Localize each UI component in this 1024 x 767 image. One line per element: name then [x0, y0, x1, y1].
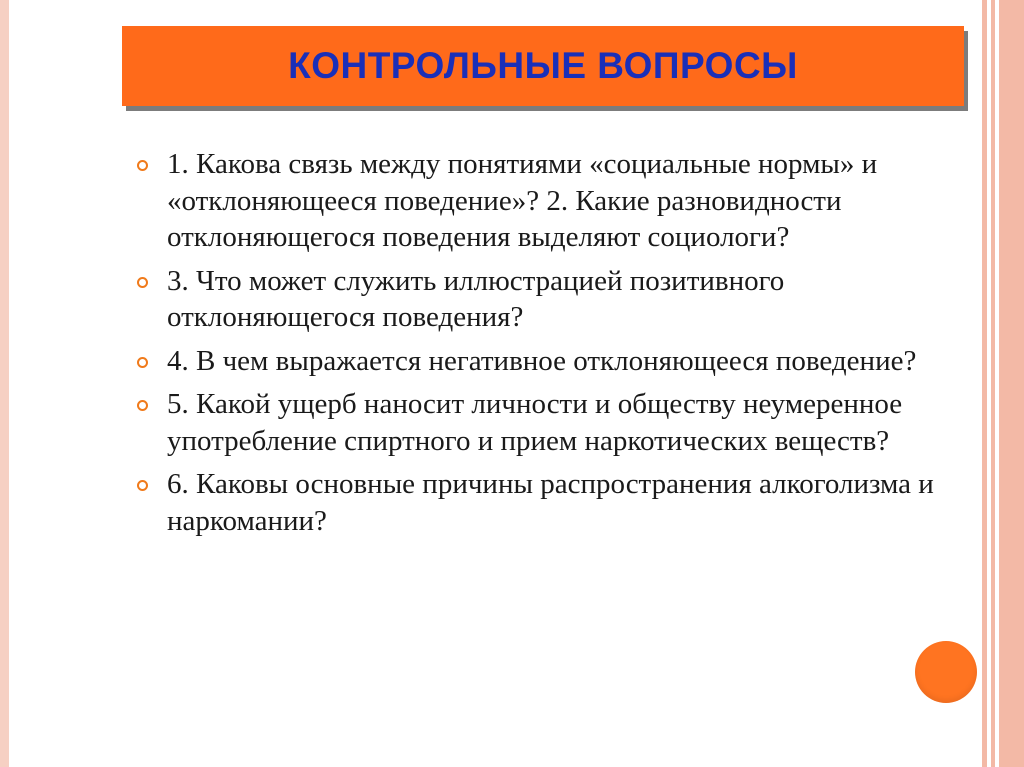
list-item [137, 263, 957, 336]
list-item-text: 5. Какой ущерб наносит личности и обществу неумеренное употребление спиртного и прием наркотических веществ? [167, 388, 903, 457]
bullet-circle-icon [137, 480, 148, 491]
list-item [137, 146, 957, 256]
left-border-decoration [0, 0, 9, 767]
title-bar [122, 26, 964, 106]
list-item [137, 386, 957, 459]
list-item-text: 3. Что может служить иллюстрацией позитивного отклоняющегося поведения? [167, 264, 785, 333]
questions-list [137, 146, 957, 546]
right-stripes-decoration [978, 0, 1024, 767]
list-item [137, 343, 957, 380]
bullet-circle-icon [137, 400, 148, 411]
slide-title: КОНТРОЛЬНЫЕ ВОПРОСЫ [288, 45, 798, 86]
list-item-text: 4. В чем выражается негативное отклоняющееся поведение? [167, 344, 917, 377]
list-item [137, 466, 957, 539]
bullet-circle-icon [137, 160, 148, 171]
bullet-circle-icon [137, 277, 148, 288]
orange-circle-decoration [915, 641, 977, 703]
list-item-text: 1. Какова связь между понятиями «социальные нормы» и «отклоняющееся поведение»? 2. Какие разновидности отклоняющегося поведения выделяют социологи? [167, 148, 878, 253]
bullet-circle-icon [137, 357, 148, 368]
list-item-text: 6. Каковы основные причины распространения алкоголизма и наркомании? [167, 468, 934, 537]
